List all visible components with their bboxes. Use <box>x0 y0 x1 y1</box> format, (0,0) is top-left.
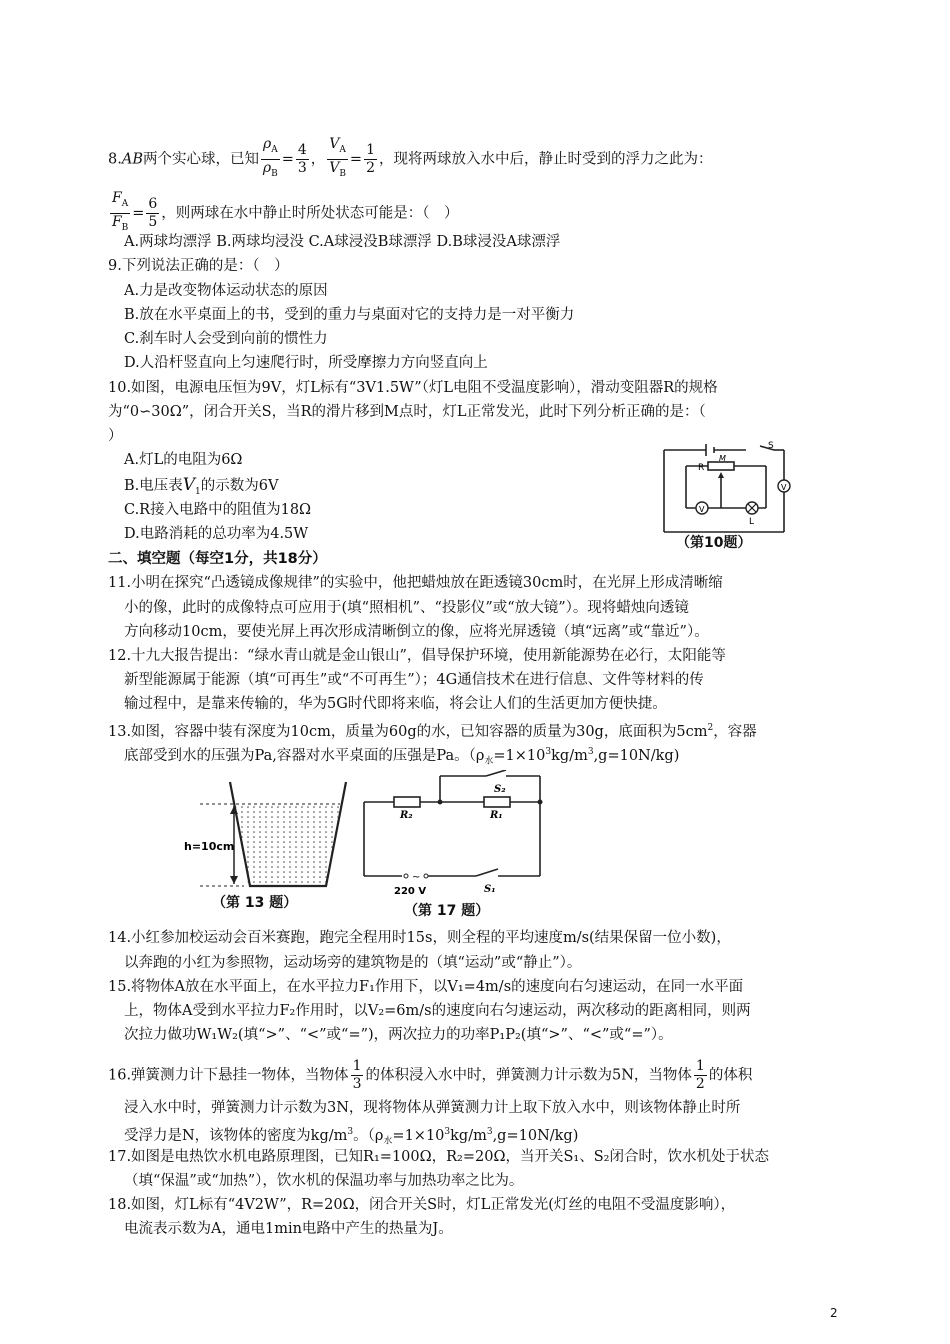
q17-fig-s2-label: S₂ <box>494 784 506 795</box>
q14-line2: 以奔跑的小红为参照物，运动场旁的建筑物是的（填“运动”或“静止”）。 <box>124 955 582 971</box>
q12-line2: 新型能源属于能源（填“可再生”或“不可再生”）；4G通信技术在进行信息、文件等材料的传 <box>124 672 704 688</box>
q8-line1: 8.AB两个实心球，已知 $\frac{\rho_A}{\rho_B}$ = $\frac{4}{3}$ ， $\frac{V_A}{V_B}$ = $\frac{1}{2}$ ，现将两球放入水中后，静止时受到的浮力之此为： <box>108 136 713 183</box>
q9-option-c: C.刹车时人会受到向前的惯性力 <box>124 331 328 347</box>
q17-line2: （填“保温”或“加热”），饮水机的保温功率与加热功率之比为。 <box>124 1173 524 1189</box>
q10-option-c: C.R接入电路中的阻值为18Ω <box>124 502 312 518</box>
q10-fig-l-label: L <box>749 517 755 527</box>
q9-option-b: B.放在水平桌面上的书，受到的重力与桌面对它的支持力是一对平衡力 <box>124 307 575 323</box>
q10-fig-m-label: M <box>719 454 726 463</box>
q16-line2: 浸入水中时，弹簧测力计示数为3N，现将物体从弹簧测力计上取下放入水中，则该物体静止时所 <box>124 1100 741 1116</box>
q10-option-a: A.灯L的电阻为6Ω <box>124 452 243 468</box>
q8-ratio3: $\frac{6}{5}$ <box>148 195 158 230</box>
q10-fig-s-label: S <box>768 441 774 451</box>
q13-beaker-figure <box>180 770 355 895</box>
q10-option-b: B.电压表$V_1$的示数为6V <box>124 475 279 497</box>
q13-fig-caption: （第 13 题） <box>212 895 298 911</box>
q8-fraction-rho: $\frac{\rho_A}{\rho_B}$ <box>262 136 278 179</box>
page-number: 2 <box>830 1306 838 1320</box>
q9-option-d: D.人沿杆竖直向上匀速爬行时，所受摩擦力方向竖直向上 <box>124 355 488 371</box>
q16-line3: 受浮力是N，该物体的密度为$kg/m^3$。$(\rho_水=1\times 10^3kg/m^3,g=10N/kg)$ <box>124 1127 579 1147</box>
q17-fig-s1-label: S₁ <box>484 884 496 895</box>
q17-fig-caption: （第 17 题） <box>404 903 490 919</box>
q14-line1: 14.小红参加校运动会百米赛跑，跑完全程用时15s，则全程的平均速度m/s(结果保留一位小数)， <box>108 930 731 946</box>
q8-fraction-v: $\frac{V_A}{V_B}$ <box>329 136 346 179</box>
q9-stem: 9.下列说法正确的是：（ ） <box>108 258 289 274</box>
q10-option-d: D.电路消耗的总功率为4.5W <box>124 526 309 542</box>
q16-fraction-third: $\frac{1}{3}$ <box>352 1058 362 1092</box>
q8-text3: ，则两球在水中静止时所处状态可能是：（ ） <box>161 205 459 222</box>
q13-fig-height-label: h=10cm <box>184 840 235 853</box>
q16-line1: 16.弹簧测力计下悬挂一物体，当物体 $\frac{1}{3}$ 的体积浸入水中时，弹簧测力计示数为5N，当物体 $\frac{1}{2}$ 的体积 <box>108 1058 753 1092</box>
q10-fig-voltmeter1-label: V <box>699 505 705 514</box>
q18-line1: 18.如图，灯L标有“4V2W”，R=20Ω，闭合开关S时，灯L正常发光(灯丝的电阻不受温度影响）， <box>108 1197 736 1213</box>
q15-line3: 次拉力做功W₁W₂(填“>”、“<”或“=”)，两次拉力的功率P₁P₂(填“>”、“<”或“=”）。 <box>124 1027 673 1043</box>
q8-ratio1: $\frac{4}{3}$ <box>297 141 307 176</box>
q11-line1: 11.小明在探究“凸透镜成像规律”的实验中，他把蜡烛放在距透镜30cm时，在光屏上形成清晰缩 <box>108 575 723 591</box>
q16-fraction-half: $\frac{1}{2}$ <box>695 1058 705 1092</box>
q8-text2: ，现将两球放入水中后，静止时受到的浮力之此为： <box>379 151 713 168</box>
q15-line1: 15.将物体A放在水平面上，在水平拉力F₁作用下，以V₁=4m/s的速度向右匀速运动，在同一水平面 <box>108 979 744 995</box>
q8-fraction-f: $\frac{F_A}{F_B}$ <box>111 190 129 233</box>
q8-ratio2: $\frac{1}{2}$ <box>366 141 375 176</box>
svg-text:~: ~ <box>412 872 421 883</box>
q17-fig-r2-label: R₂ <box>400 810 413 821</box>
q17-circuit-figure <box>356 770 561 900</box>
q10-line3: ） <box>108 428 123 444</box>
q12-line3: 输过程中，是靠来传输的，华为5G时代即将来临，将会让人们的生活更加方便快捷。 <box>124 696 667 712</box>
q11-line3: 方向移动10cm，要使光屏上再次形成清晰倒立的像，应将光屏透镜（填“远离”或“靠近”）。 <box>124 624 709 640</box>
q17-fig-voltage-label: 220 V <box>394 886 427 897</box>
q8-ab: AB <box>121 151 143 168</box>
q8-line2: $\frac{F_A}{F_B}$ = $\frac{6}{5}$ ，则两球在水中静止时所处状态可能是：（ ） <box>108 190 459 237</box>
q13-line1: 13.如图，容器中装有深度为10cm，质量为60g的水，已知容器的质量为30g，底面积为$5cm^2$，容器 <box>108 723 757 740</box>
q9-option-a: A.力是改变物体运动状态的原因 <box>124 283 328 299</box>
q18-line2: 电流表示数为A，通电1min电路中产生的热量为J。 <box>124 1221 453 1237</box>
q10-fig-voltmeter-label: V <box>781 483 787 492</box>
q10-line1: 10.如图，电源电压恒为9V，灯L标有“3V1.5W”（灯L电阻不受温度影响），滑动变阻器R的规格 <box>108 380 718 396</box>
q8-options: A.两球均漂浮 B.两球均浸没 C.A球浸没B球漂浮 D.B球浸没A球漂浮 <box>124 234 561 250</box>
q8-number: 8. <box>108 151 122 168</box>
q10-fig-caption: （第10题） <box>676 535 752 551</box>
q15-line2: 上，物体A受到水平拉力F₂作用时，以V₂=6m/s的速度向右匀速运动，两次移动的距离相同，则两 <box>124 1003 751 1019</box>
q13-line2: 底部受到水的压强为Pa,容器对水平桌面的压强是Pa。$(\rho_水=1\times 10^3kg/m^3,g=10N/kg)$ <box>124 747 680 767</box>
q17-line1: 17.如图是电热饮水机电路原理图，已知R₁=100Ω，R₂=20Ω，当开关S₁、S₂闭合时，饮水机处于状态 <box>108 1149 769 1165</box>
q10-fig-r-label: R <box>698 463 705 473</box>
q11-line2: 小的像，此时的成像特点可应用于(填“照相机”、“投影仪”或“放大镜”）。现将蜡烛向透镜 <box>124 600 689 616</box>
q17-fig-r1-label: R₁ <box>490 810 503 821</box>
q8-text1: 两个实心球，已知 <box>142 151 259 168</box>
q10-line2: 为“0∽30Ω”，闭合开关S，当R的滑片移到M点时，灯L正常发光，此时下列分析正确的是：（ <box>108 404 706 420</box>
section-2-title: 二、填空题（每空1分，共18分） <box>108 551 327 567</box>
q12-line1: 12.十九大报告提出：“绿水青山就是金山银山”，倡导保护环境，使用新能源势在必行，太阳能等 <box>108 648 726 664</box>
